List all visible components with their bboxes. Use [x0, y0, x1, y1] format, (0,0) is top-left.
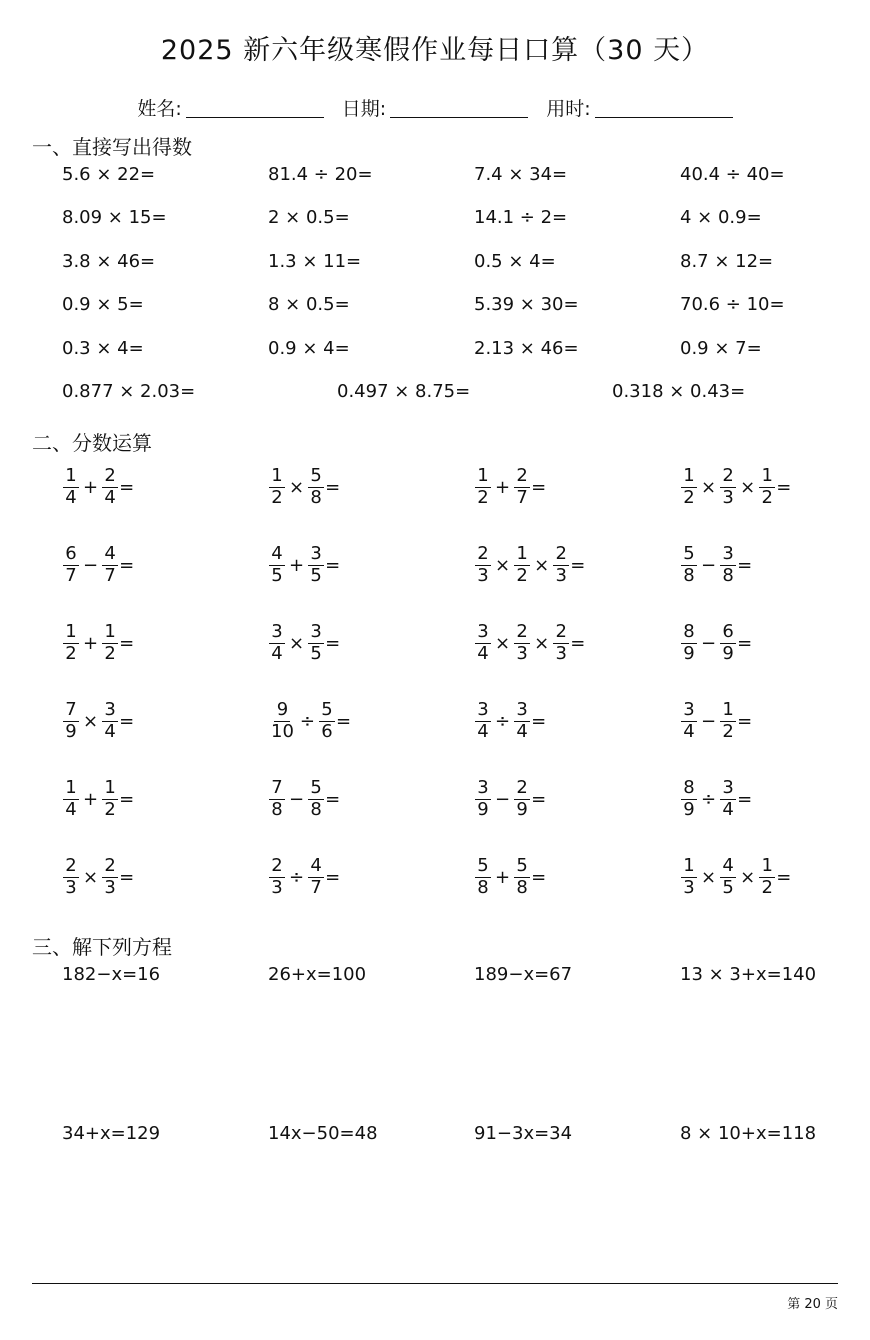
equals-sign: = — [570, 554, 586, 576]
equals-sign: = — [325, 476, 341, 498]
fraction — [514, 857, 530, 898]
fraction — [720, 701, 736, 742]
time-blank[interactable] — [595, 99, 733, 118]
denominator: 8 — [683, 564, 695, 586]
denominator: 2 — [104, 798, 116, 820]
denominator: 2 — [477, 486, 489, 508]
operator: + — [495, 476, 511, 498]
equals-sign: = — [119, 476, 135, 498]
fraction — [681, 545, 697, 586]
operator: ÷ — [299, 710, 315, 732]
operator: − — [701, 632, 717, 654]
numerator: 1 — [514, 545, 530, 566]
numerator: 2 — [269, 857, 285, 878]
equals-sign: = — [119, 866, 135, 888]
numerator: 1 — [720, 701, 736, 722]
equals-sign: = — [325, 632, 341, 654]
denominator: 2 — [104, 642, 116, 664]
numerator: 1 — [63, 779, 79, 800]
equals-sign: = — [119, 788, 135, 810]
fraction — [514, 779, 530, 820]
numerator: 7 — [269, 779, 285, 800]
operator: + — [83, 788, 99, 810]
fraction — [102, 545, 118, 586]
s1-problem: 8.7 × 12= — [680, 251, 774, 272]
numerator: 3 — [308, 545, 324, 566]
denominator: 4 — [683, 720, 695, 742]
numerator: 1 — [759, 857, 775, 878]
fraction-problem — [680, 857, 791, 898]
denominator: 7 — [310, 876, 322, 898]
equation: 26+x=100 — [268, 964, 367, 985]
fraction-problem — [268, 623, 340, 664]
fraction — [681, 701, 697, 742]
numerator: 1 — [759, 467, 775, 488]
fraction-problem — [474, 467, 546, 508]
fraction-problem — [268, 857, 340, 898]
denominator: 9 — [65, 720, 77, 742]
numerator: 1 — [63, 467, 79, 488]
s1-problem: 0.9 × 5= — [62, 294, 144, 315]
denominator: 6 — [321, 720, 333, 742]
denominator: 4 — [65, 486, 77, 508]
fraction — [102, 467, 118, 508]
fraction-problem — [474, 623, 585, 664]
numerator: 2 — [102, 467, 118, 488]
denominator: 7 — [516, 486, 528, 508]
denominator: 8 — [310, 798, 322, 820]
numerator: 5 — [308, 779, 324, 800]
equals-sign: = — [325, 554, 341, 576]
fraction — [720, 467, 736, 508]
numerator: 9 — [274, 701, 290, 722]
fraction — [475, 467, 491, 508]
s1-problem: 14.1 ÷ 2= — [474, 207, 568, 228]
numerator: 2 — [553, 623, 569, 644]
denominator: 5 — [310, 642, 322, 664]
numerator: 4 — [269, 545, 285, 566]
name-label: 姓名: — [137, 98, 182, 120]
operator: × — [289, 476, 305, 498]
s1-problem: 5.6 × 22= — [62, 164, 156, 185]
numerator: 2 — [720, 467, 736, 488]
numerator: 2 — [63, 857, 79, 878]
equals-sign: = — [737, 710, 753, 732]
equals-sign: = — [737, 632, 753, 654]
fraction-problem — [474, 701, 546, 742]
operator: × — [495, 554, 511, 576]
fraction-problem — [680, 701, 752, 742]
section-1-title: 一、直接写出得数 — [32, 135, 192, 159]
numerator: 5 — [319, 701, 335, 722]
fraction-problem — [62, 857, 134, 898]
equals-sign: = — [325, 866, 341, 888]
denominator: 4 — [516, 720, 528, 742]
fraction — [63, 467, 79, 508]
time-label: 用时: — [546, 98, 591, 120]
name-blank[interactable] — [186, 99, 324, 118]
page-title: 2025 新六年级寒假作业每日口算（30 天） — [160, 35, 710, 66]
denominator: 8 — [271, 798, 283, 820]
numerator: 6 — [63, 545, 79, 566]
denominator: 9 — [477, 798, 489, 820]
denominator: 2 — [271, 486, 283, 508]
denominator: 9 — [516, 798, 528, 820]
numerator: 2 — [514, 467, 530, 488]
denominator: 2 — [65, 642, 77, 664]
denominator: 9 — [722, 642, 734, 664]
fraction — [720, 545, 736, 586]
numerator: 3 — [681, 701, 697, 722]
operator: × — [740, 866, 756, 888]
student-info — [0, 94, 870, 121]
fraction-problem — [62, 545, 134, 586]
numerator: 1 — [681, 857, 697, 878]
equals-sign: = — [531, 710, 547, 732]
fraction — [759, 857, 775, 898]
fraction — [319, 701, 335, 742]
fraction — [269, 701, 296, 742]
s1-problem: 7.4 × 34= — [474, 164, 568, 185]
denominator: 2 — [683, 486, 695, 508]
numerator: 2 — [514, 779, 530, 800]
fraction — [269, 467, 285, 508]
numerator: 8 — [681, 779, 697, 800]
denominator: 8 — [516, 876, 528, 898]
fraction — [475, 701, 491, 742]
s1-problem: 0.9 × 7= — [680, 338, 762, 359]
operator: + — [83, 476, 99, 498]
numerator: 2 — [475, 545, 491, 566]
denominator: 3 — [65, 876, 77, 898]
equals-sign: = — [336, 710, 352, 732]
denominator: 3 — [477, 564, 489, 586]
fraction-problem — [680, 623, 752, 664]
fraction — [269, 545, 285, 586]
numerator: 5 — [514, 857, 530, 878]
fraction — [514, 545, 530, 586]
fraction-problem — [474, 545, 585, 586]
numerator: 4 — [102, 545, 118, 566]
fraction — [102, 701, 118, 742]
numerator: 5 — [475, 857, 491, 878]
fraction — [720, 779, 736, 820]
fraction-problem — [268, 467, 340, 508]
operator: × — [289, 632, 305, 654]
denominator: 10 — [271, 720, 294, 742]
equation: 8 × 10+x=118 — [680, 1123, 817, 1144]
denominator: 2 — [761, 486, 773, 508]
operator: × — [495, 632, 511, 654]
equals-sign: = — [737, 554, 753, 576]
name-field[interactable] — [137, 94, 323, 121]
numerator: 1 — [102, 779, 118, 800]
fraction-problem — [268, 779, 340, 820]
equals-sign: = — [325, 788, 341, 810]
operator: + — [495, 866, 511, 888]
numerator: 3 — [514, 701, 530, 722]
denominator: 9 — [683, 642, 695, 664]
fraction — [308, 779, 324, 820]
time-field[interactable] — [546, 94, 732, 121]
fraction — [308, 857, 324, 898]
numerator: 2 — [514, 623, 530, 644]
operator: + — [289, 554, 305, 576]
fraction — [63, 623, 79, 664]
s1-problem: 5.39 × 30= — [474, 294, 579, 315]
s1-problem: 2.13 × 46= — [474, 338, 579, 359]
operator: × — [740, 476, 756, 498]
fraction-problem — [268, 701, 351, 742]
s1-problem: 81.4 ÷ 20= — [268, 164, 373, 185]
numerator: 8 — [681, 623, 697, 644]
numerator: 3 — [308, 623, 324, 644]
fraction — [553, 623, 569, 664]
numerator: 2 — [102, 857, 118, 878]
denominator: 4 — [271, 642, 283, 664]
fraction — [63, 545, 79, 586]
equation: 34+x=129 — [62, 1123, 161, 1144]
operator: − — [289, 788, 305, 810]
fraction-problem — [680, 467, 791, 508]
fraction — [475, 779, 491, 820]
denominator: 9 — [683, 798, 695, 820]
numerator: 4 — [720, 857, 736, 878]
fraction — [681, 467, 697, 508]
denominator: 4 — [104, 720, 116, 742]
equals-sign: = — [119, 632, 135, 654]
numerator: 4 — [308, 857, 324, 878]
page-number: 第 20 页 — [787, 1297, 838, 1312]
equals-sign: = — [737, 788, 753, 810]
numerator: 1 — [681, 467, 697, 488]
s1-problem: 0.318 × 0.43= — [612, 381, 746, 402]
denominator: 3 — [555, 642, 567, 664]
s1-problem: 2 × 0.5= — [268, 207, 350, 228]
fraction-problem — [62, 467, 134, 508]
denominator: 2 — [761, 876, 773, 898]
denominator: 7 — [104, 564, 116, 586]
fraction — [102, 857, 118, 898]
numerator: 3 — [102, 701, 118, 722]
section-3-title: 三、解下列方程 — [32, 935, 172, 959]
s1-problem: 3.8 × 46= — [62, 251, 156, 272]
fraction-problem — [680, 779, 752, 820]
section-2-title: 二、分数运算 — [32, 431, 152, 455]
operator: − — [701, 710, 717, 732]
denominator: 4 — [477, 642, 489, 664]
equals-sign: = — [531, 866, 547, 888]
numerator: 3 — [269, 623, 285, 644]
denominator: 3 — [271, 876, 283, 898]
s1-problem: 0.497 × 8.75= — [337, 381, 471, 402]
operator: − — [701, 554, 717, 576]
fraction — [308, 467, 324, 508]
fraction — [514, 623, 530, 664]
fraction — [308, 623, 324, 664]
fraction — [269, 857, 285, 898]
numerator: 5 — [681, 545, 697, 566]
equals-sign: = — [531, 788, 547, 810]
fraction — [269, 623, 285, 664]
equation: 182−x=16 — [62, 964, 161, 985]
denominator: 8 — [310, 486, 322, 508]
equals-sign: = — [119, 710, 135, 732]
fraction-problem — [474, 857, 546, 898]
fraction — [63, 701, 79, 742]
operator: ÷ — [701, 788, 717, 810]
denominator: 5 — [310, 564, 322, 586]
fraction — [475, 623, 491, 664]
equation: 14x−50=48 — [268, 1123, 378, 1144]
s1-problem: 8 × 0.5= — [268, 294, 350, 315]
operator: − — [495, 788, 511, 810]
numerator: 3 — [475, 623, 491, 644]
fraction — [681, 779, 697, 820]
numerator: 3 — [475, 779, 491, 800]
numerator: 3 — [475, 701, 491, 722]
fraction — [269, 779, 285, 820]
fraction — [681, 857, 697, 898]
denominator: 4 — [722, 798, 734, 820]
fraction-problem — [62, 623, 134, 664]
equals-sign: = — [776, 866, 792, 888]
numerator: 3 — [720, 545, 736, 566]
fraction — [102, 779, 118, 820]
numerator: 3 — [720, 779, 736, 800]
numerator: 1 — [269, 467, 285, 488]
fraction-problem — [680, 545, 752, 586]
numerator: 1 — [475, 467, 491, 488]
s1-problem: 40.4 ÷ 40= — [680, 164, 785, 185]
fraction — [102, 623, 118, 664]
s1-problem: 70.6 ÷ 10= — [680, 294, 785, 315]
equals-sign: = — [531, 476, 547, 498]
s1-problem: 0.3 × 4= — [62, 338, 144, 359]
numerator: 6 — [720, 623, 736, 644]
fraction — [475, 857, 491, 898]
s1-problem: 8.09 × 15= — [62, 207, 167, 228]
denominator: 3 — [104, 876, 116, 898]
operator: × — [534, 554, 550, 576]
date-blank[interactable] — [390, 99, 528, 118]
operator: × — [83, 710, 99, 732]
numerator: 1 — [102, 623, 118, 644]
denominator: 3 — [683, 876, 695, 898]
operator: × — [534, 632, 550, 654]
equals-sign: = — [570, 632, 586, 654]
denominator: 5 — [722, 876, 734, 898]
equation: 189−x=67 — [474, 964, 573, 985]
fraction — [475, 545, 491, 586]
denominator: 2 — [516, 564, 528, 586]
operator: × — [701, 476, 717, 498]
equation: 91−3x=34 — [474, 1123, 573, 1144]
denominator: 8 — [722, 564, 734, 586]
s1-problem: 0.9 × 4= — [268, 338, 350, 359]
numerator: 7 — [63, 701, 79, 722]
numerator: 1 — [63, 623, 79, 644]
numerator: 2 — [553, 545, 569, 566]
equals-sign: = — [119, 554, 135, 576]
fraction — [759, 467, 775, 508]
denominator: 4 — [65, 798, 77, 820]
denominator: 2 — [722, 720, 734, 742]
denominator: 3 — [516, 642, 528, 664]
fraction-problem — [268, 545, 340, 586]
fraction-problem — [62, 701, 134, 742]
fraction-problem — [474, 779, 546, 820]
equation: 13 × 3+x=140 — [680, 964, 817, 985]
fraction — [681, 623, 697, 664]
denominator: 7 — [65, 564, 77, 586]
operator: + — [83, 632, 99, 654]
fraction — [63, 779, 79, 820]
equals-sign: = — [776, 476, 792, 498]
fraction — [720, 623, 736, 664]
operator: ÷ — [495, 710, 511, 732]
fraction — [514, 701, 530, 742]
fraction — [514, 467, 530, 508]
fraction — [553, 545, 569, 586]
date-field[interactable] — [342, 94, 528, 121]
fraction — [720, 857, 736, 898]
s1-problem: 4 × 0.9= — [680, 207, 762, 228]
fraction — [63, 857, 79, 898]
footer-divider — [32, 1283, 838, 1284]
numerator: 5 — [308, 467, 324, 488]
denominator: 8 — [477, 876, 489, 898]
denominator: 5 — [271, 564, 283, 586]
s1-problem: 0.5 × 4= — [474, 251, 556, 272]
date-label: 日期: — [341, 98, 387, 120]
denominator: 3 — [555, 564, 567, 586]
operator: × — [83, 866, 99, 888]
operator: − — [83, 554, 99, 576]
s1-problem: 0.877 × 2.03= — [62, 381, 196, 402]
denominator: 4 — [477, 720, 489, 742]
s1-problem: 1.3 × 11= — [268, 251, 362, 272]
denominator: 3 — [722, 486, 734, 508]
denominator: 4 — [104, 486, 116, 508]
operator: ÷ — [289, 866, 305, 888]
operator: × — [701, 866, 717, 888]
fraction-problem — [62, 779, 134, 820]
fraction — [308, 545, 324, 586]
